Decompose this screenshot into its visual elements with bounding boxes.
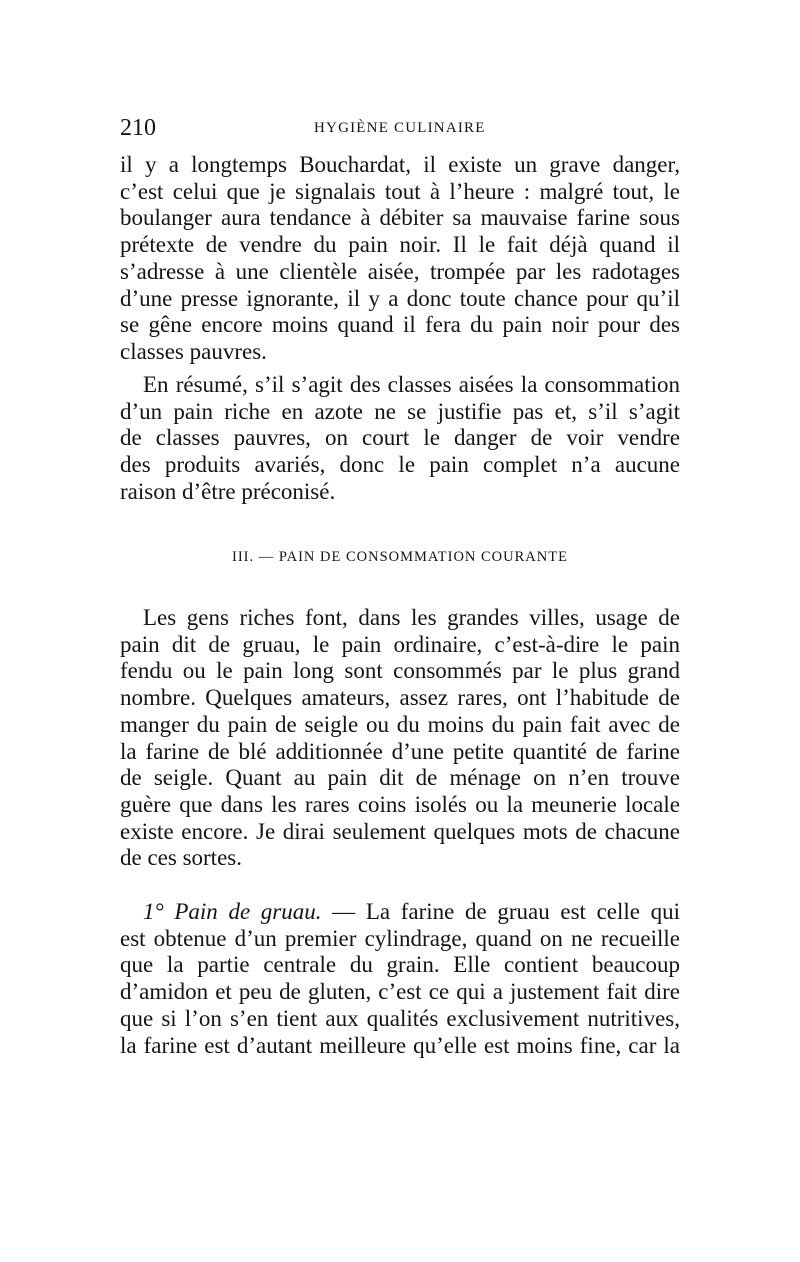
text-line: guère que dans les rares coins isolés ou la meunerie locale bbox=[120, 791, 680, 817]
text-line: d’un pain riche en azote ne se justifie pas et, s’il s’agit bbox=[120, 398, 680, 424]
text-line: prétexte de vendre du pain noir. Il le fait déjà quand il bbox=[120, 232, 680, 258]
subsection-title: Pain de gruau. bbox=[174, 899, 322, 924]
paragraph-pain-de-gruau bbox=[120, 899, 680, 1059]
text-line: s’adresse à une clientèle aisée, trompée par les radotages bbox=[120, 258, 680, 284]
text-line: nombre. Quelques amateurs, assez rares, ont l’habitude de bbox=[120, 685, 680, 711]
text-line: existe encore. Je dirai seulement quelques mots de chacune bbox=[120, 818, 680, 844]
text-line: la farine de blé additionnée d’une petite quantité de farine bbox=[120, 738, 680, 764]
text-line bbox=[120, 899, 680, 926]
text-line: classes pauvres. bbox=[120, 338, 267, 364]
text-line: raison d’être préconisé. bbox=[120, 478, 336, 504]
paragraph-intro bbox=[120, 605, 680, 872]
text-line: la farine est d’autant meilleure qu’elle est moins fine, car la bbox=[120, 1032, 680, 1058]
text-line: de seigle. Quant au pain dit de ménage on n’en trouve bbox=[120, 765, 680, 791]
paragraph-continuation bbox=[120, 152, 680, 366]
running-head bbox=[120, 112, 680, 144]
running-title: HYGIÈNE CULINAIRE bbox=[314, 120, 486, 136]
text-line: se gêne encore moins quand il fera du pain noir pour des bbox=[120, 312, 680, 338]
text-run: La farine de gruau est celle qui bbox=[365, 899, 681, 924]
text-line: est obtenue d’un premier cylindrage, quand on ne recueille bbox=[120, 925, 680, 951]
text-line: Les gens riches font, dans les grandes villes, usage de bbox=[143, 605, 680, 630]
text-line: d’une presse ignorante, il y a donc toute chance pour qu’il bbox=[120, 285, 680, 311]
text-line: En résumé, s’il s’agit des classes aisées la consommation bbox=[143, 372, 680, 397]
text-line: de classes pauvres, on court le danger de voir vendre bbox=[120, 425, 680, 451]
text-line: manger du pain de seigle ou du moins du pain fait avec de bbox=[120, 711, 680, 737]
text-line: de ces sortes. bbox=[120, 845, 242, 871]
subsection-number: 1° bbox=[143, 899, 164, 924]
section-heading: III. — PAIN DE CONSOMMATION COURANTE bbox=[232, 549, 568, 565]
text-line: d’amidon et peu de gluten, c’est ce qui a justement fait dire bbox=[120, 979, 680, 1005]
page-number: 210 bbox=[120, 115, 156, 141]
text-line: que la partie centrale du grain. Elle contient beaucoup bbox=[120, 952, 680, 978]
subsection-dash: — bbox=[332, 899, 356, 924]
text-line: des produits avariés, donc le pain complet n’a aucune bbox=[120, 452, 680, 478]
text-line: fendu ou le pain long sont consommés par le plus grand bbox=[120, 658, 680, 684]
text-line: que si l’on s’en tient aux qualités exclusivement nutritives, bbox=[120, 1005, 680, 1031]
text-line: boulanger aura tendance à débiter sa mauvaise farine sous bbox=[120, 205, 680, 231]
text-line: il y a longtemps Bouchardat, il existe un grave danger, bbox=[120, 152, 680, 177]
text-line: c’est celui que je signalais tout à l’heure : malgré tout, le bbox=[120, 178, 680, 204]
paragraph-summary bbox=[120, 372, 680, 506]
text-line: pain dit de gruau, le pain ordinaire, c’est-à-dire le pain bbox=[120, 631, 680, 657]
